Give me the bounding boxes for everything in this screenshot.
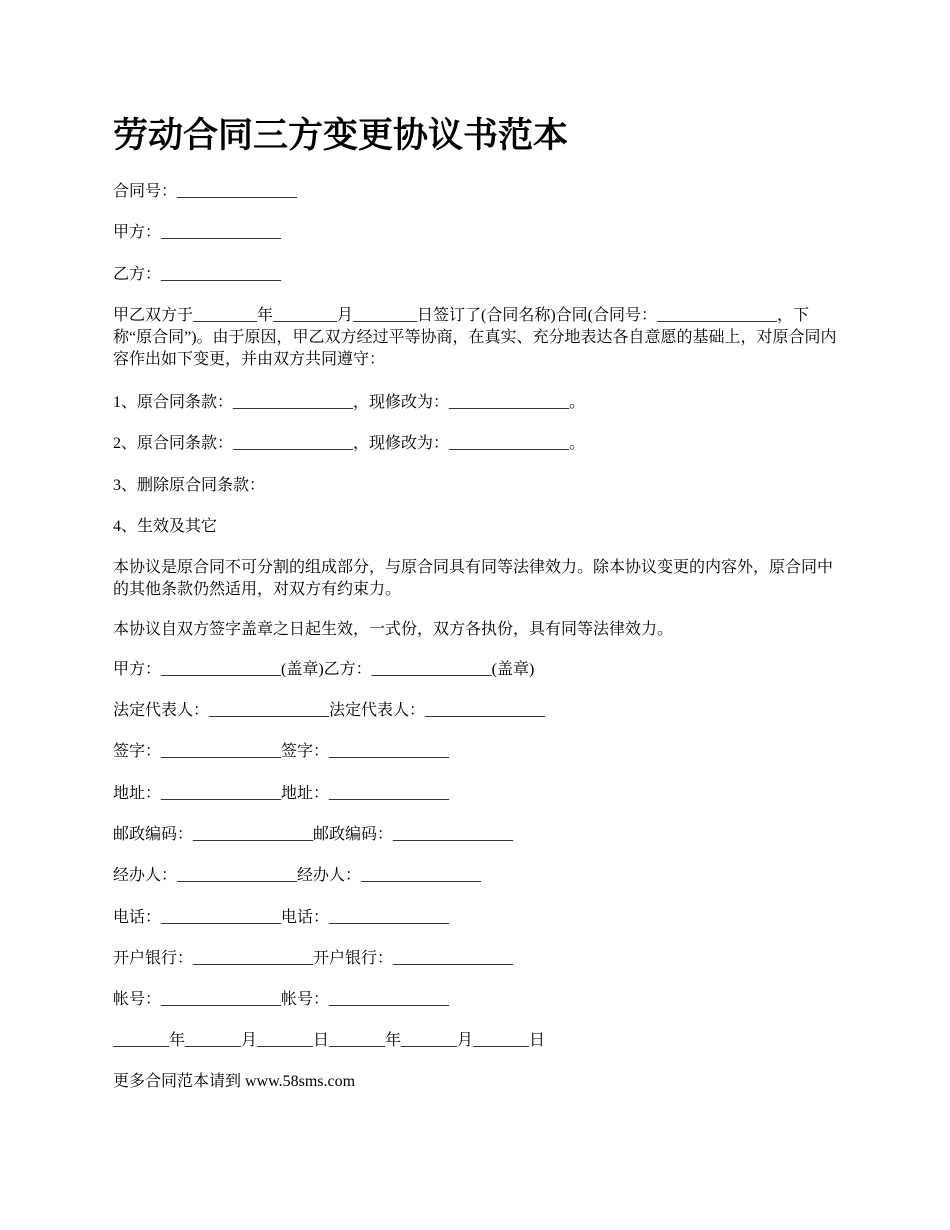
contract-number-line: 合同号：_______________ <box>113 183 298 200</box>
legal-representative-line: 法定代表人：_______________法定代表人：_______________ <box>113 702 546 719</box>
postal-code-line: 邮政编码：_______________邮政编码：_______________ <box>113 826 514 843</box>
clause-3: 3、删除原合同条款： <box>113 477 266 494</box>
handler-line: 经办人：_______________经办人：_______________ <box>113 867 482 884</box>
footer-note: 更多合同范本请到 www.58sms.com <box>113 1073 356 1090</box>
clause-1: 1、原合同条款：_______________，现修改为：_______________。 <box>113 394 586 411</box>
intro-paragraph: 甲乙双方于________年________月________日签订了(合同名称)合同(合同号：_______________，下称“原合同”)。由于原因，甲乙双方经过平等协商，在真实、充分地表达各自意愿的基础上，对原合同内容作出如下变更，并由双方共同遵守： <box>113 307 837 368</box>
effect-paragraph: 本协议是原合同不可分割的组成部分，与原合同具有同等法律效力。除本协议变更的内容外，原合同中的其他条款仍然适用，对双方有约束力。 <box>113 559 834 598</box>
signature-line: 签字：_______________签字：_______________ <box>113 743 450 760</box>
clause-4: 4、生效及其它 <box>113 518 218 535</box>
date-line: _______年_______月_______日_______年_______月_______日 <box>113 1032 546 1049</box>
party-a-line: 甲方：_______________ <box>113 224 282 241</box>
phone-line: 电话：_______________电话：_______________ <box>113 909 450 926</box>
party-b-line: 乙方：_______________ <box>113 266 282 283</box>
account-number-line: 帐号：_______________帐号：_______________ <box>113 991 450 1008</box>
document-title: 劳动合同三方变更协议书范本 <box>113 115 569 156</box>
address-line: 地址：_______________地址：_______________ <box>113 785 450 802</box>
validity-paragraph: 本协议自双方签字盖章之日起生效，一式份，双方各执份，具有同等法律效力。 <box>113 621 674 638</box>
clause-2: 2、原合同条款：_______________，现修改为：_______________。 <box>113 435 586 452</box>
signatory-parties-line: 甲方：_______________(盖章)乙方：_______________(盖章) <box>113 661 535 678</box>
bank-line: 开户银行：_______________开户银行：_______________ <box>113 950 514 967</box>
